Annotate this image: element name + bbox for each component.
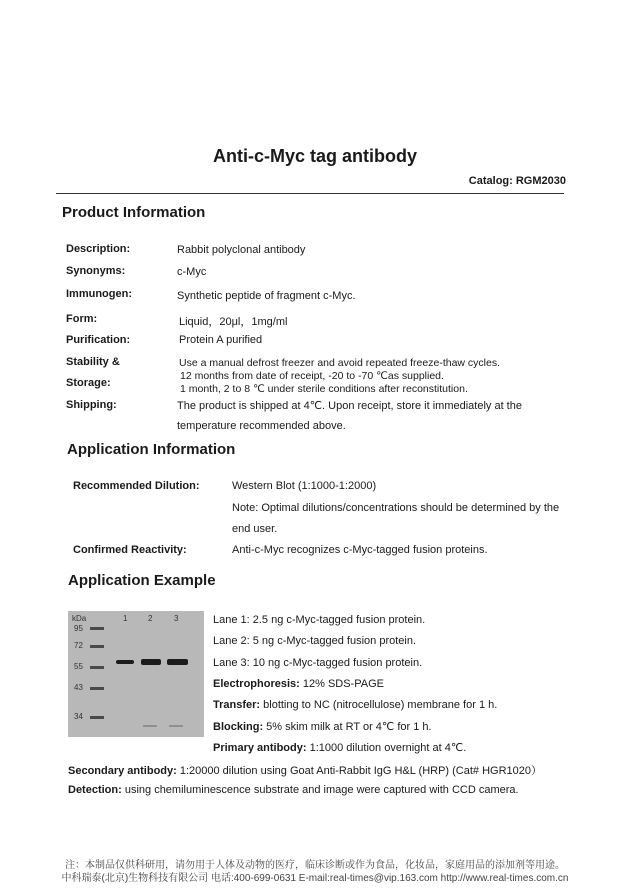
detection-line <box>68 784 519 796</box>
blot-marker-55: 55 <box>74 662 83 671</box>
lane-1-description: Lane 1: 2.5 ng c-Myc-tagged fusion protein. <box>213 614 426 626</box>
ladder-band <box>90 645 104 648</box>
purification-value: Protein A purified <box>179 334 263 346</box>
blot-lane-3-label: 3 <box>174 614 179 623</box>
product-info-heading: Product Information <box>62 204 206 221</box>
lane-3-band <box>167 659 188 665</box>
immunogen-value: Synthetic peptide of fragment c-Myc. <box>177 290 356 302</box>
shipping-line-1: The product is shipped at 4℃. Upon receipt, store it immediately at the <box>177 400 522 412</box>
purification-label: Purification: <box>66 334 131 346</box>
electrophoresis-value: 12% SDS-PAGE <box>299 678 384 690</box>
ladder-band <box>90 716 104 719</box>
secondary-antibody-value: 1:20000 dilution using Goat Anti-Rabbit IgG H&L (HRP) (Cat# HGR1020） <box>176 765 543 777</box>
storage-line-1: Use a manual defrost freezer and avoid repeated freeze-thaw cycles. <box>179 357 501 369</box>
blocking-value: 5% skim milk at RT or 4℃ for 1 h. <box>263 721 432 733</box>
ladder-band <box>90 666 104 669</box>
secondary-antibody-label: Secondary antibody: <box>68 765 177 777</box>
blot-kda-label: kDa <box>72 614 87 623</box>
stability-label: Stability & <box>66 356 120 368</box>
storage-line-3: 1 month, 2 to 8 ℃ under sterile conditions after reconstitution. <box>180 383 468 395</box>
storage-label: Storage: <box>66 377 111 389</box>
lane-2-faint-band <box>143 725 157 727</box>
synonyms-label: Synonyms: <box>66 265 126 277</box>
blot-lane-2-label: 2 <box>148 614 153 623</box>
document-title: Anti-c-Myc tag antibody <box>212 146 417 166</box>
primary-antibody-line <box>213 741 466 754</box>
transfer-label: Transfer: <box>213 699 261 711</box>
synonyms-value: c-Myc <box>177 266 207 278</box>
application-example-heading: Application Example <box>68 572 216 589</box>
lane-3-faint-band <box>169 725 183 727</box>
blot-lane-1-label: 1 <box>123 614 128 623</box>
footer-contact: 中科瑞泰(北京)生物科技有限公司 电话:400-699-0631 E-mail:real-times@vip.163.com http://www.real-times.com.cn <box>61 873 569 884</box>
western-blot-image <box>68 611 204 737</box>
blot-marker-95: 95 <box>74 624 83 633</box>
electrophoresis-line <box>213 678 384 690</box>
reactivity-label: Confirmed Reactivity: <box>73 544 187 556</box>
shipping-line-2: temperature recommended above. <box>177 420 346 432</box>
blocking-label: Blocking: <box>213 721 264 733</box>
shipping-label: Shipping: <box>66 399 117 411</box>
primary-antibody-label: Primary antibody: <box>213 742 307 754</box>
footer-disclaimer: 注：本制品仅供科研用，请勿用于人体及动物的医疗，临床诊断或作为食品，化妆品，家庭用品的添加剂等用途。 <box>65 860 565 871</box>
immunogen-label: Immunogen: <box>66 288 132 300</box>
blot-marker-43: 43 <box>74 683 83 692</box>
application-info-heading: Application Information <box>67 441 236 458</box>
description-value: Rabbit polyclonal antibody <box>177 244 306 256</box>
form-value: Liquid，20μl，1mg/ml <box>179 316 288 328</box>
detection-value: using chemiluminescence substrate and image were captured with CCD camera. <box>121 784 519 796</box>
secondary-antibody-line <box>68 762 542 778</box>
header-divider <box>56 193 564 194</box>
blot-marker-34: 34 <box>74 712 83 721</box>
blocking-line <box>213 720 432 733</box>
blot-marker-72: 72 <box>74 641 83 650</box>
dilution-label: Recommended Dilution: <box>73 480 200 492</box>
ladder-band <box>90 687 104 690</box>
lane-2-description: Lane 2: 5 ng c-Myc-tagged fusion protein. <box>213 635 417 647</box>
catalog-number: Catalog: RGM2030 <box>468 175 566 187</box>
lane-1-band <box>116 660 134 664</box>
note-line-2: end user. <box>232 523 278 535</box>
lane-3-description: Lane 3: 10 ng c-Myc-tagged fusion protein. <box>213 657 423 669</box>
transfer-line <box>213 699 497 711</box>
lane-2-band <box>141 659 161 665</box>
storage-line-2: 12 months from date of receipt, -20 to -70 ℃as supplied. <box>180 370 444 382</box>
ladder-band <box>90 627 104 630</box>
transfer-value: blotting to NC (nitrocellulose) membrane for 1 h. <box>260 699 498 711</box>
electrophoresis-label: Electrophoresis: <box>213 678 300 690</box>
primary-antibody-value: 1:1000 dilution overnight at 4℃. <box>306 742 467 754</box>
form-label: Form: <box>66 313 98 325</box>
description-label: Description: <box>66 243 131 255</box>
detection-label: Detection: <box>68 784 122 796</box>
note-line-1: Note: Optimal dilutions/concentrations should be determined by the <box>232 502 560 514</box>
reactivity-value: Anti-c-Myc recognizes c-Myc-tagged fusion proteins. <box>232 544 488 556</box>
dilution-value: Western Blot (1:1000-1:2000) <box>232 480 377 492</box>
